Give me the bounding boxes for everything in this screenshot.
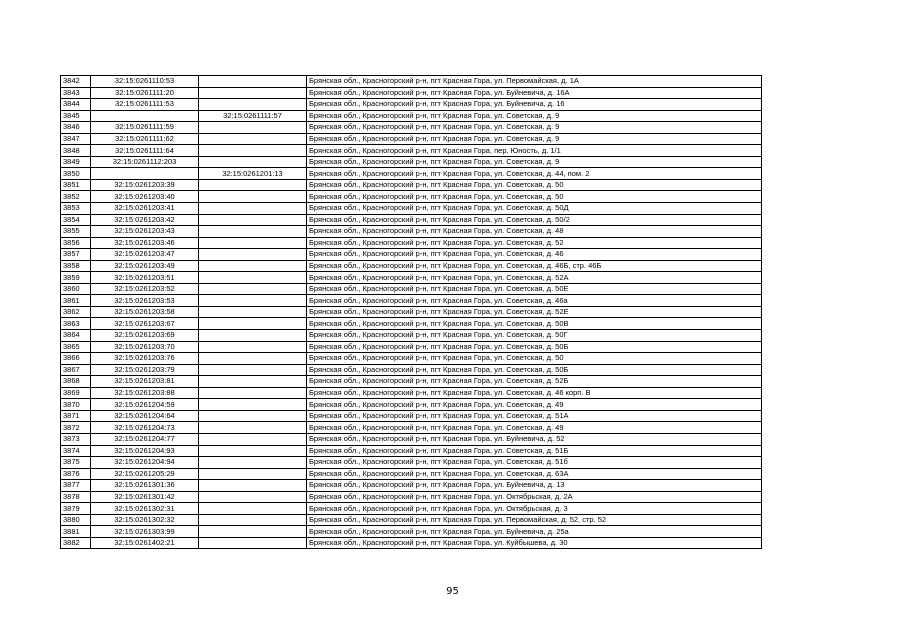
- cadastral-number-cell: 32:15:0261203:39: [91, 179, 199, 191]
- table-row: [61, 526, 762, 538]
- cadastral-number-alt-cell: [199, 537, 307, 549]
- table-row: [61, 468, 762, 480]
- table-row: [61, 410, 762, 422]
- cadastral-number-alt-cell: [199, 226, 307, 238]
- table-row: [61, 387, 762, 399]
- cadastral-number-cell: 32:15:0261301:42: [91, 491, 199, 503]
- table-row: [61, 179, 762, 191]
- address-cell: Брянская обл., Красногорский р-н, пгт Красная Гора, ул. Советская, д. 50Б: [307, 341, 762, 353]
- cadastral-number-alt-cell: [199, 122, 307, 134]
- cadastral-number-cell: 32:15:0261112:203: [91, 156, 199, 168]
- address-cell: Брянская обл., Красногорский р-н, пгт Красная Гора, ул. Советская, д. 50Е: [307, 283, 762, 295]
- cadastral-number-alt-cell: [199, 191, 307, 203]
- cadastral-number-alt-cell: [199, 145, 307, 157]
- cadastral-number-cell: 32:15:0261203:53: [91, 295, 199, 307]
- cadastral-number-cell: 32:15:0261203:76: [91, 353, 199, 365]
- row-number-cell: 3869: [61, 387, 91, 399]
- table-row: [61, 422, 762, 434]
- cadastral-number-alt-cell: [199, 399, 307, 411]
- row-number-cell: 3874: [61, 445, 91, 457]
- cadastral-number-cell: [91, 168, 199, 180]
- table-row: [61, 191, 762, 203]
- address-cell: Брянская обл., Красногорский р-н, пгт Красная Гора, ул. Советская, д. 63А: [307, 468, 762, 480]
- row-number-cell: 3870: [61, 399, 91, 411]
- cadastral-number-alt-cell: [199, 99, 307, 111]
- cadastral-number-cell: 32:15:0261203:79: [91, 364, 199, 376]
- table-row: [61, 364, 762, 376]
- address-cell: Брянская обл., Красногорский р-н, пгт Красная Гора, ул. Советская, д. 46а: [307, 295, 762, 307]
- cadastral-number-alt-cell: [199, 503, 307, 515]
- address-cell: Брянская обл., Красногорский р-н, пгт Красная Гора, ул. Советская, д. 44, пом. 2: [307, 168, 762, 180]
- cadastral-number-alt-cell: [199, 295, 307, 307]
- row-number-cell: 3863: [61, 318, 91, 330]
- cadastral-number-cell: 32:15:0261203:69: [91, 330, 199, 342]
- table-row: [61, 503, 762, 515]
- row-number-cell: 3844: [61, 99, 91, 111]
- table-row: [61, 306, 762, 318]
- row-number-cell: 3845: [61, 110, 91, 122]
- property-table: [60, 75, 762, 549]
- cadastral-number-cell: 32:15:0261302:32: [91, 514, 199, 526]
- address-cell: Брянская обл., Красногорский р-н, пгт Красная Гора, ул. Советская, д. 48: [307, 226, 762, 238]
- cadastral-number-alt-cell: [199, 353, 307, 365]
- table-row: [61, 260, 762, 272]
- address-cell: Брянская обл., Красногорский р-н, пгт Красная Гора, ул. Первомайская, д. 1А: [307, 76, 762, 88]
- address-cell: Брянская обл., Красногорский р-н, пгт Красная Гора, ул. Буйневича, д. 52: [307, 433, 762, 445]
- cadastral-number-alt-cell: [199, 480, 307, 492]
- table-row: [61, 237, 762, 249]
- row-number-cell: 3864: [61, 330, 91, 342]
- table-row: [61, 145, 762, 157]
- address-cell: Брянская обл., Красногорский р-н, пгт Красная Гора, ул. Советская, д. 52Б: [307, 376, 762, 388]
- row-number-cell: 3856: [61, 237, 91, 249]
- row-number-cell: 3861: [61, 295, 91, 307]
- row-number-cell: 3881: [61, 526, 91, 538]
- cadastral-number-cell: [91, 110, 199, 122]
- row-number-cell: 3859: [61, 272, 91, 284]
- table-row: [61, 480, 762, 492]
- table-row: [61, 203, 762, 215]
- cadastral-number-cell: 32:15:0261203:81: [91, 376, 199, 388]
- table-row: [61, 445, 762, 457]
- address-cell: Брянская обл., Красногорский р-н, пгт Красная Гора, ул. Советская, д. 50Д: [307, 203, 762, 215]
- table-row: [61, 457, 762, 469]
- address-cell: Брянская обл., Красногорский р-н, пгт Красная Гора, ул. Советская, д. 49: [307, 422, 762, 434]
- cadastral-number-alt-cell: [199, 214, 307, 226]
- property-table-body: [61, 76, 762, 549]
- cadastral-number-cell: 32:15:0261203:46: [91, 237, 199, 249]
- address-cell: Брянская обл., Красногорский р-н, пгт Красная Гора, ул. Советская, д. 51б: [307, 457, 762, 469]
- address-cell: Брянская обл., Красногорский р-н, пгт Красная Гора, ул. Советская, д. 50: [307, 191, 762, 203]
- cadastral-number-cell: 32:15:0261204:73: [91, 422, 199, 434]
- row-number-cell: 3880: [61, 514, 91, 526]
- cadastral-number-alt-cell: [199, 387, 307, 399]
- row-number-cell: 3852: [61, 191, 91, 203]
- row-number-cell: 3865: [61, 341, 91, 353]
- table-row: [61, 87, 762, 99]
- row-number-cell: 3875: [61, 457, 91, 469]
- address-cell: Брянская обл., Красногорский р-н, пгт Красная Гора, ул. Советская, д. 50: [307, 179, 762, 191]
- table-row: [61, 249, 762, 261]
- cadastral-number-cell: 32:15:0261204:93: [91, 445, 199, 457]
- table-row: [61, 491, 762, 503]
- cadastral-number-cell: 32:15:0261203:41: [91, 203, 199, 215]
- cadastral-number-alt-cell: [199, 445, 307, 457]
- cadastral-number-alt-cell: [199, 422, 307, 434]
- table-row: [61, 514, 762, 526]
- address-cell: Брянская обл., Красногорский р-н, пгт Красная Гора, ул. Буйневича, д. 16: [307, 99, 762, 111]
- address-cell: Брянская обл., Красногорский р-н, пгт Красная Гора, ул. Советская, д. 52А: [307, 272, 762, 284]
- cadastral-number-cell: 32:15:0261203:67: [91, 318, 199, 330]
- cadastral-number-cell: 32:15:0261203:47: [91, 249, 199, 261]
- cadastral-number-cell: 32:15:0261203:58: [91, 306, 199, 318]
- row-number-cell: 3857: [61, 249, 91, 261]
- table-row: [61, 433, 762, 445]
- cadastral-number-cell: 32:15:0261203:43: [91, 226, 199, 238]
- address-cell: Брянская обл., Красногорский р-н, пгт Красная Гора, ул. Советская, д. 49: [307, 399, 762, 411]
- row-number-cell: 3876: [61, 468, 91, 480]
- table-row: [61, 318, 762, 330]
- cadastral-number-alt-cell: [199, 376, 307, 388]
- cadastral-number-cell: 32:15:0261203:52: [91, 283, 199, 295]
- cadastral-number-alt-cell: [199, 457, 307, 469]
- row-number-cell: 3871: [61, 410, 91, 422]
- cadastral-number-alt-cell: [199, 156, 307, 168]
- cadastral-number-cell: 32:15:0261111:62: [91, 133, 199, 145]
- page-number: 95: [446, 586, 459, 597]
- row-number-cell: 3855: [61, 226, 91, 238]
- cadastral-number-alt-cell: [199, 179, 307, 191]
- address-cell: Брянская обл., Красногорский р-н, пгт Красная Гора, ул. Советская, д. 46Б, стр. 46Б: [307, 260, 762, 272]
- row-number-cell: 3862: [61, 306, 91, 318]
- cadastral-number-alt-cell: [199, 433, 307, 445]
- row-number-cell: 3872: [61, 422, 91, 434]
- cadastral-number-cell: 32:15:0261205:29: [91, 468, 199, 480]
- row-number-cell: 3873: [61, 433, 91, 445]
- address-cell: Брянская обл., Красногорский р-н, пгт Красная Гора, ул. Буйневича, д. 25а: [307, 526, 762, 538]
- address-cell: Брянская обл., Красногорский р-н, пгт Красная Гора, ул. Советская, д. 50Г: [307, 330, 762, 342]
- cadastral-number-cell: 32:15:0261110:53: [91, 76, 199, 88]
- table-row: [61, 399, 762, 411]
- cadastral-number-alt-cell: [199, 318, 307, 330]
- address-cell: Брянская обл., Красногорский р-н, пгт Красная Гора, ул. Советская, д. 50Б: [307, 364, 762, 376]
- cadastral-number-cell: 32:15:0261111:64: [91, 145, 199, 157]
- row-number-cell: 3868: [61, 376, 91, 388]
- cadastral-number-alt-cell: 32:15:0261201:13: [199, 168, 307, 180]
- cadastral-number-alt-cell: [199, 87, 307, 99]
- cadastral-number-alt-cell: [199, 260, 307, 272]
- address-cell: Брянская обл., Красногорский р-н, пгт Красная Гора, ул. Октябрьская, д. 2А: [307, 491, 762, 503]
- row-number-cell: 3843: [61, 87, 91, 99]
- cadastral-number-alt-cell: [199, 133, 307, 145]
- cadastral-number-alt-cell: [199, 341, 307, 353]
- cadastral-number-alt-cell: [199, 306, 307, 318]
- cadastral-number-cell: 32:15:0261204:64: [91, 410, 199, 422]
- address-cell: Брянская обл., Красногорский р-н, пгт Красная Гора, ул. Буйневича, д. 13: [307, 480, 762, 492]
- cadastral-number-cell: 32:15:0261111:53: [91, 99, 199, 111]
- row-number-cell: 3860: [61, 283, 91, 295]
- table-row: [61, 122, 762, 134]
- table-row: [61, 156, 762, 168]
- cadastral-number-alt-cell: [199, 526, 307, 538]
- cadastral-number-alt-cell: [199, 330, 307, 342]
- cadastral-number-cell: 32:15:0261402:21: [91, 537, 199, 549]
- address-cell: Брянская обл., Красногорский р-н, пгт Красная Гора, ул. Советская, д. 51А: [307, 410, 762, 422]
- table-row: [61, 330, 762, 342]
- row-number-cell: 3866: [61, 353, 91, 365]
- cadastral-number-cell: 32:15:0261203:42: [91, 214, 199, 226]
- cadastral-number-alt-cell: [199, 468, 307, 480]
- table-row: [61, 295, 762, 307]
- table-row: [61, 99, 762, 111]
- cadastral-number-cell: 32:15:0261204:94: [91, 457, 199, 469]
- row-number-cell: 3877: [61, 480, 91, 492]
- cadastral-number-alt-cell: [199, 249, 307, 261]
- address-cell: Брянская обл., Красногорский р-н, пгт Красная Гора, ул. Советская, д. 50В: [307, 318, 762, 330]
- row-number-cell: 3854: [61, 214, 91, 226]
- address-cell: Брянская обл., Красногорский р-н, пгт Красная Гора, ул. Советская, д. 46: [307, 249, 762, 261]
- cadastral-number-alt-cell: [199, 364, 307, 376]
- cadastral-number-cell: 32:15:0261301:36: [91, 480, 199, 492]
- row-number-cell: 3850: [61, 168, 91, 180]
- row-number-cell: 3848: [61, 145, 91, 157]
- cadastral-number-alt-cell: [199, 203, 307, 215]
- row-number-cell: 3879: [61, 503, 91, 515]
- table-row: [61, 133, 762, 145]
- cadastral-number-alt-cell: [199, 272, 307, 284]
- cadastral-number-alt-cell: [199, 283, 307, 295]
- address-cell: Брянская обл., Красногорский р-н, пгт Красная Гора, ул. Советская, д. 51Б: [307, 445, 762, 457]
- cadastral-number-cell: 32:15:0261302:31: [91, 503, 199, 515]
- cadastral-number-cell: 32:15:0261203:88: [91, 387, 199, 399]
- address-cell: Брянская обл., Красногорский р-н, пгт Красная Гора, ул. Советская, д. 50: [307, 353, 762, 365]
- row-number-cell: 3853: [61, 203, 91, 215]
- row-number-cell: 3878: [61, 491, 91, 503]
- row-number-cell: 3847: [61, 133, 91, 145]
- row-number-cell: 3851: [61, 179, 91, 191]
- table-row: [61, 283, 762, 295]
- table-row: [61, 168, 762, 180]
- cadastral-number-alt-cell: 32:15:0261111:57: [199, 110, 307, 122]
- table-row: [61, 272, 762, 284]
- address-cell: Брянская обл., Красногорский р-н, пгт Красная Гора, ул. Советская, д. 9: [307, 110, 762, 122]
- cadastral-number-cell: 32:15:0261204:77: [91, 433, 199, 445]
- cadastral-number-cell: 32:15:0261303:99: [91, 526, 199, 538]
- cadastral-number-alt-cell: [199, 410, 307, 422]
- cadastral-number-cell: 32:15:0261203:40: [91, 191, 199, 203]
- row-number-cell: 3882: [61, 537, 91, 549]
- row-number-cell: 3867: [61, 364, 91, 376]
- address-cell: Брянская обл., Красногорский р-н, пгт Красная Гора, ул. Советская, д. 52Е: [307, 306, 762, 318]
- address-cell: Брянская обл., Красногорский р-н, пгт Красная Гора, ул. Советская, д. 9: [307, 133, 762, 145]
- row-number-cell: 3846: [61, 122, 91, 134]
- cadastral-number-cell: 32:15:0261203:49: [91, 260, 199, 272]
- cadastral-number-cell: 32:15:0261111:59: [91, 122, 199, 134]
- table-row: [61, 341, 762, 353]
- cadastral-number-alt-cell: [199, 237, 307, 249]
- table-row: [61, 110, 762, 122]
- table-row: [61, 226, 762, 238]
- table-row: [61, 376, 762, 388]
- table-row: [61, 353, 762, 365]
- address-cell: Брянская обл., Красногорский р-н, пгт Красная Гора, ул. Советская, д. 52: [307, 237, 762, 249]
- cadastral-number-alt-cell: [199, 514, 307, 526]
- address-cell: Брянская обл., Красногорский р-н, пгт Красная Гора, ул. Советская, д. 9: [307, 156, 762, 168]
- cadastral-number-cell: 32:15:0261111:20: [91, 87, 199, 99]
- row-number-cell: 3842: [61, 76, 91, 88]
- cadastral-number-cell: 32:15:0261204:59: [91, 399, 199, 411]
- row-number-cell: 3849: [61, 156, 91, 168]
- cadastral-number-alt-cell: [199, 491, 307, 503]
- cadastral-number-cell: 32:15:0261203:51: [91, 272, 199, 284]
- address-cell: Брянская обл., Красногорский р-н, пгт Красная Гора, ул. Буйневича, д. 16А: [307, 87, 762, 99]
- address-cell: Брянская обл., Красногорский р-н, пгт Красная Гора, ул. Советская, д. 9: [307, 122, 762, 134]
- table-row: [61, 214, 762, 226]
- address-cell: Брянская обл., Красногорский р-н, пгт Красная Гора, ул. Куйбышева, д. 30: [307, 537, 762, 549]
- address-cell: Брянская обл., Красногорский р-н, пгт Красная Гора, ул. Советская, д. 50/2: [307, 214, 762, 226]
- address-cell: Брянская обл., Красногорский р-н, пгт Красная Гора, ул. Октябрьская, д. 3: [307, 503, 762, 515]
- row-number-cell: 3858: [61, 260, 91, 272]
- table-row: [61, 76, 762, 88]
- address-cell: Брянская обл., Красногорский р-н, пгт Красная Гора, ул. Первомайская, д. 52, стр. 52: [307, 514, 762, 526]
- address-cell: Брянская обл., Красногорский р-н, пгт Красная Гора, пер. Юность, д. 1/1: [307, 145, 762, 157]
- cadastral-number-cell: 32:15:0261203:70: [91, 341, 199, 353]
- cadastral-number-alt-cell: [199, 76, 307, 88]
- address-cell: Брянская обл., Красногорский р-н, пгт Красная Гора, ул. Советская, д. 46 корп. В: [307, 387, 762, 399]
- table-row: [61, 537, 762, 549]
